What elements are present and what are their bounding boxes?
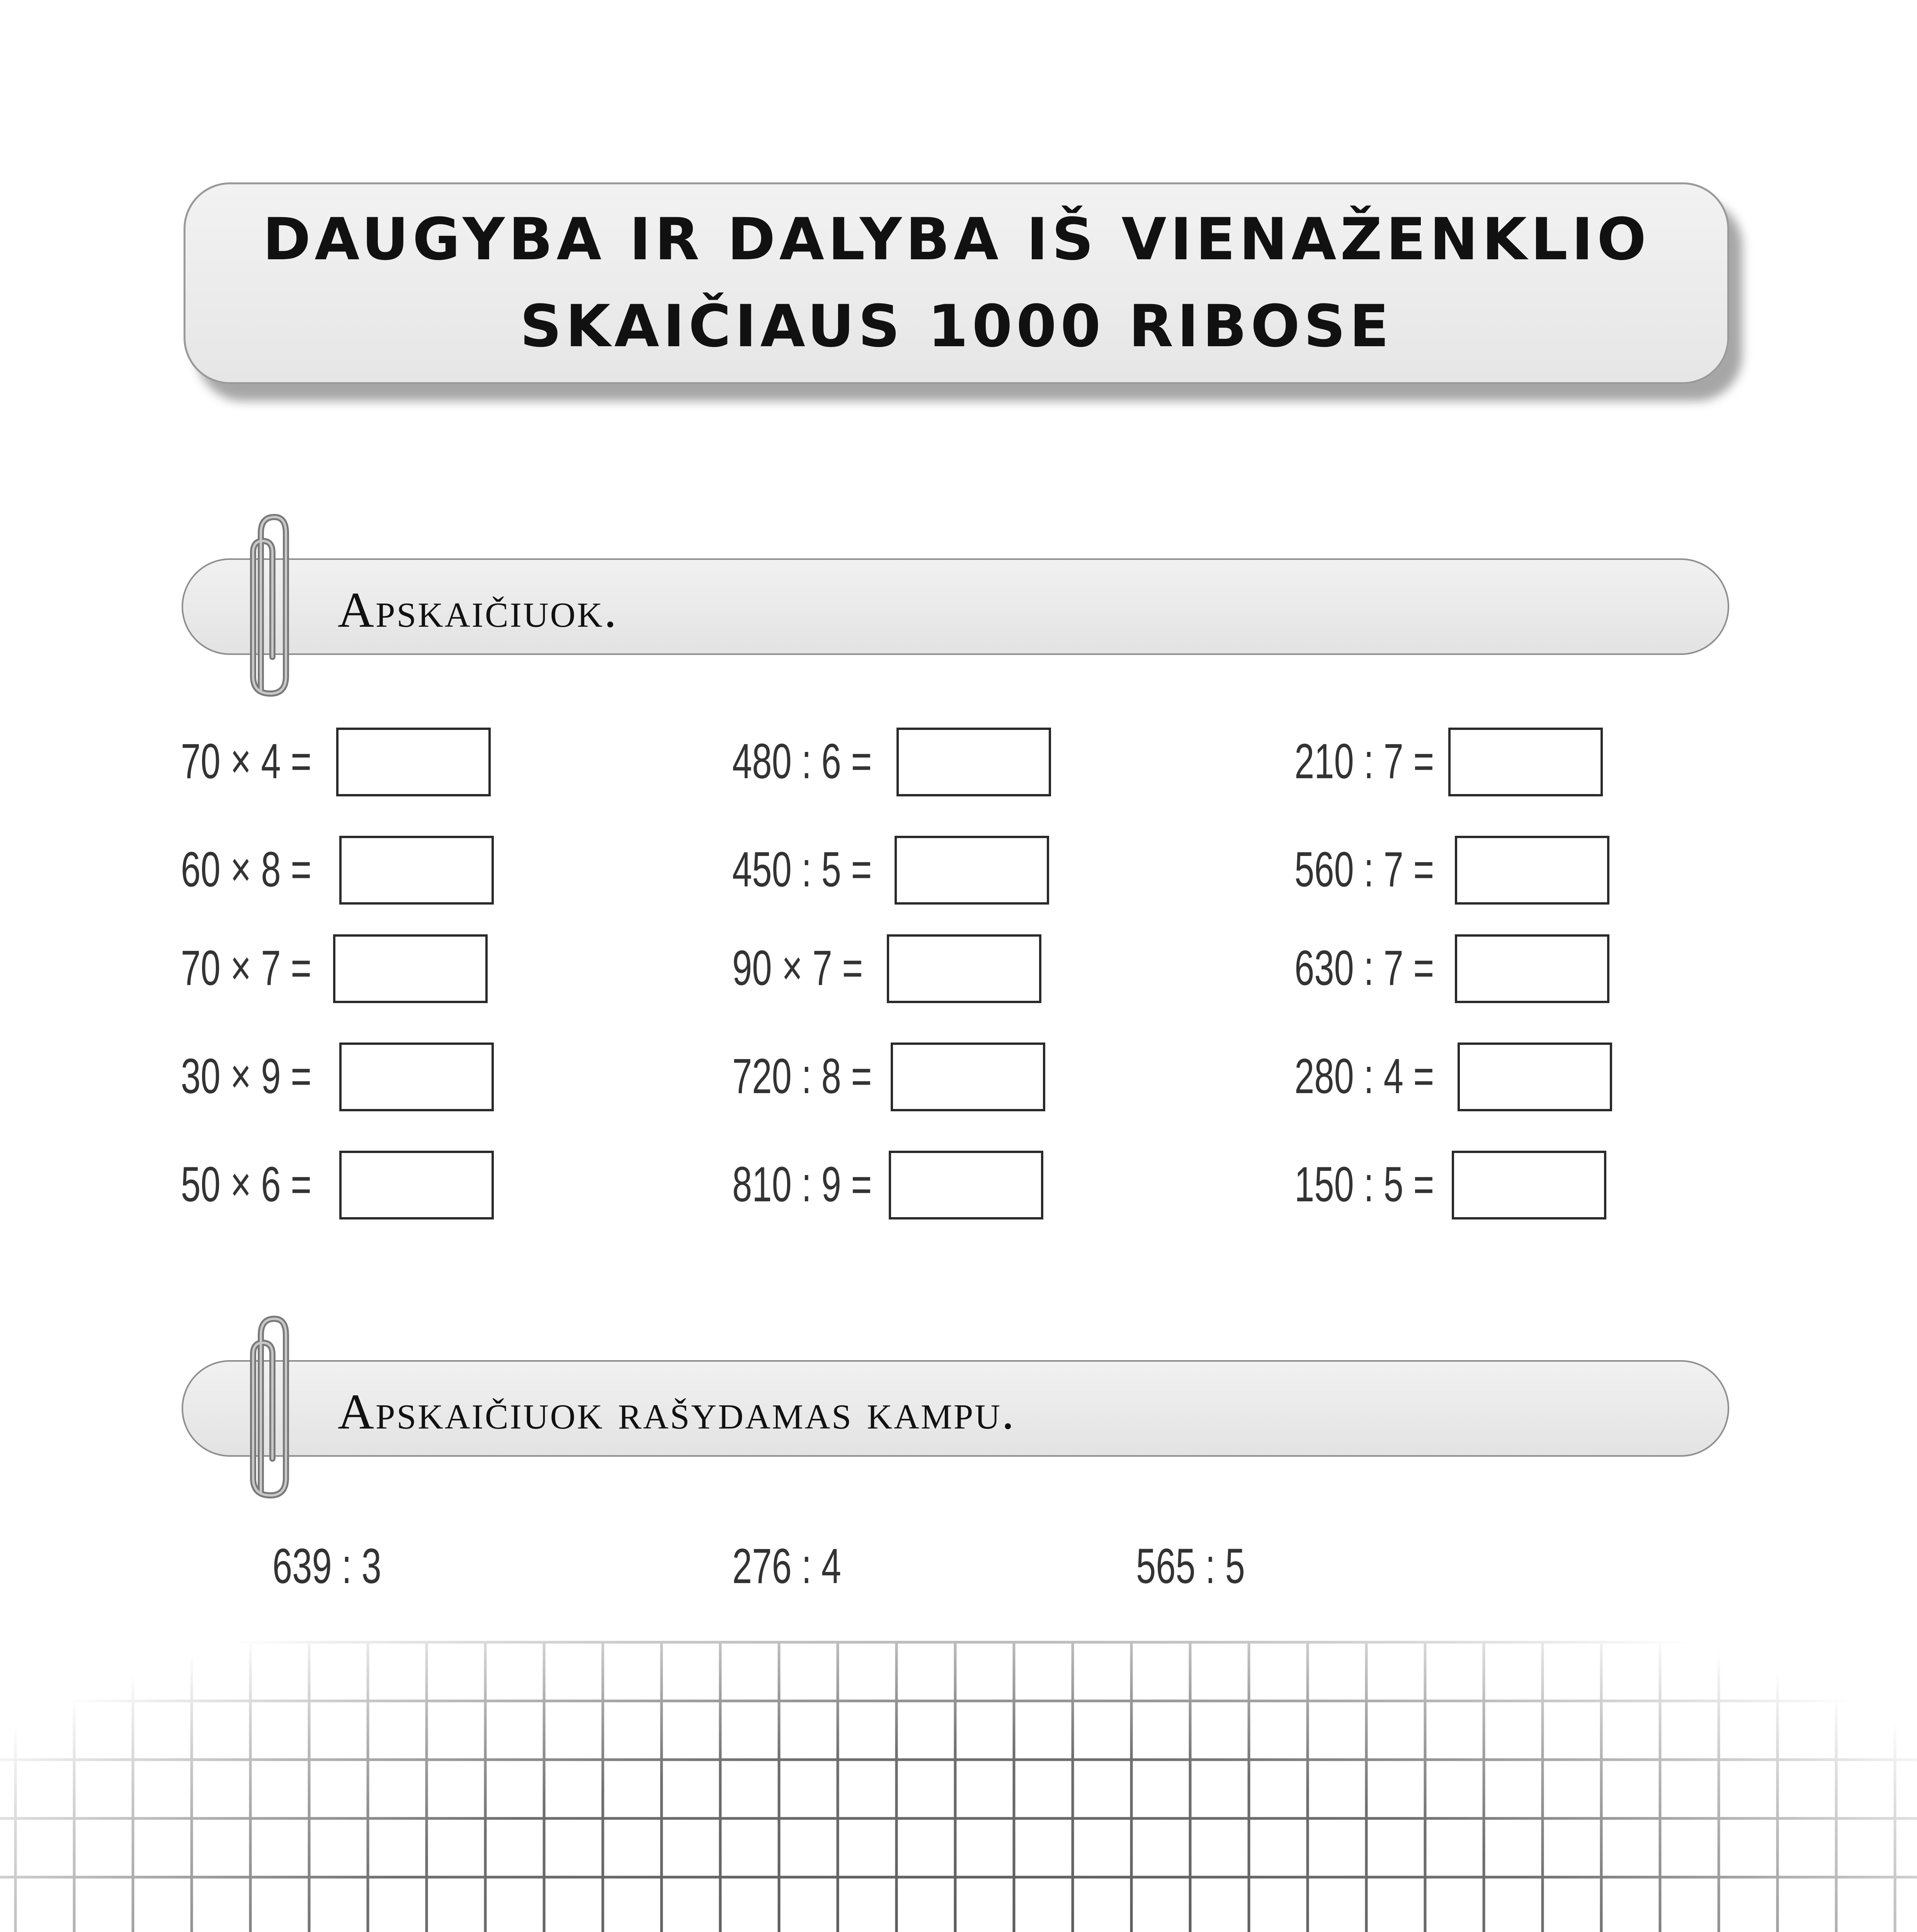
paperclip-icon <box>232 510 290 699</box>
exercise: 90 × 7 = <box>732 940 863 996</box>
answer-box[interactable] <box>336 728 491 796</box>
answer-box[interactable] <box>895 836 1049 905</box>
answer-box[interactable] <box>896 728 1051 796</box>
answer-box[interactable] <box>1455 934 1609 1003</box>
exercise: 480 : 6 = <box>732 733 872 789</box>
exercise: 50 × 6 = <box>181 1156 312 1212</box>
title-banner <box>184 182 1729 384</box>
exercise: 560 : 7 = <box>1294 842 1434 897</box>
exercise: 720 : 8 = <box>732 1048 872 1104</box>
answer-box[interactable] <box>333 934 488 1003</box>
answer-box[interactable] <box>889 1151 1043 1219</box>
exercise: 60 × 8 = <box>181 842 312 897</box>
exercise: 810 : 9 = <box>732 1156 872 1212</box>
grid-workspace[interactable] <box>0 1634 1917 1932</box>
answer-box[interactable] <box>1455 836 1609 905</box>
division-prompt: 639 : 3 <box>272 1539 381 1594</box>
answer-box[interactable] <box>1448 728 1603 796</box>
answer-box[interactable] <box>339 1151 494 1219</box>
exercise: 630 : 7 = <box>1294 940 1434 996</box>
section-header-long-division <box>182 1360 1729 1457</box>
section-header-calculate <box>182 558 1729 655</box>
exercise: 70 × 4 = <box>181 733 312 789</box>
paperclip-icon <box>232 1312 290 1501</box>
answer-box[interactable] <box>339 1043 494 1111</box>
title-line-2: SKAIČIAUS 1000 RIBOSE <box>520 293 1393 360</box>
exercise: 150 : 5 = <box>1294 1156 1434 1212</box>
answer-box[interactable] <box>1452 1151 1606 1219</box>
answer-box[interactable] <box>891 1043 1045 1111</box>
section-title-calculate: Apskaičiuok. <box>338 582 618 638</box>
division-prompt: 276 : 4 <box>732 1539 841 1594</box>
answer-box[interactable] <box>887 934 1041 1003</box>
answer-box[interactable] <box>1458 1043 1612 1111</box>
exercise: 450 : 5 = <box>732 842 872 897</box>
division-prompt: 565 : 5 <box>1136 1539 1245 1594</box>
title-line-1: DAUGYBA IR DALYBA IŠ VIENAŽENKLIO <box>262 206 1650 273</box>
exercise: 210 : 7 = <box>1294 733 1434 789</box>
exercise: 30 × 9 = <box>181 1048 312 1104</box>
exercise: 70 × 7 = <box>181 940 312 996</box>
exercise: 280 : 4 = <box>1294 1048 1434 1104</box>
answer-box[interactable] <box>339 836 494 905</box>
section-title-long-division: Apskaičiuok rašydamas kampu. <box>338 1384 1016 1440</box>
